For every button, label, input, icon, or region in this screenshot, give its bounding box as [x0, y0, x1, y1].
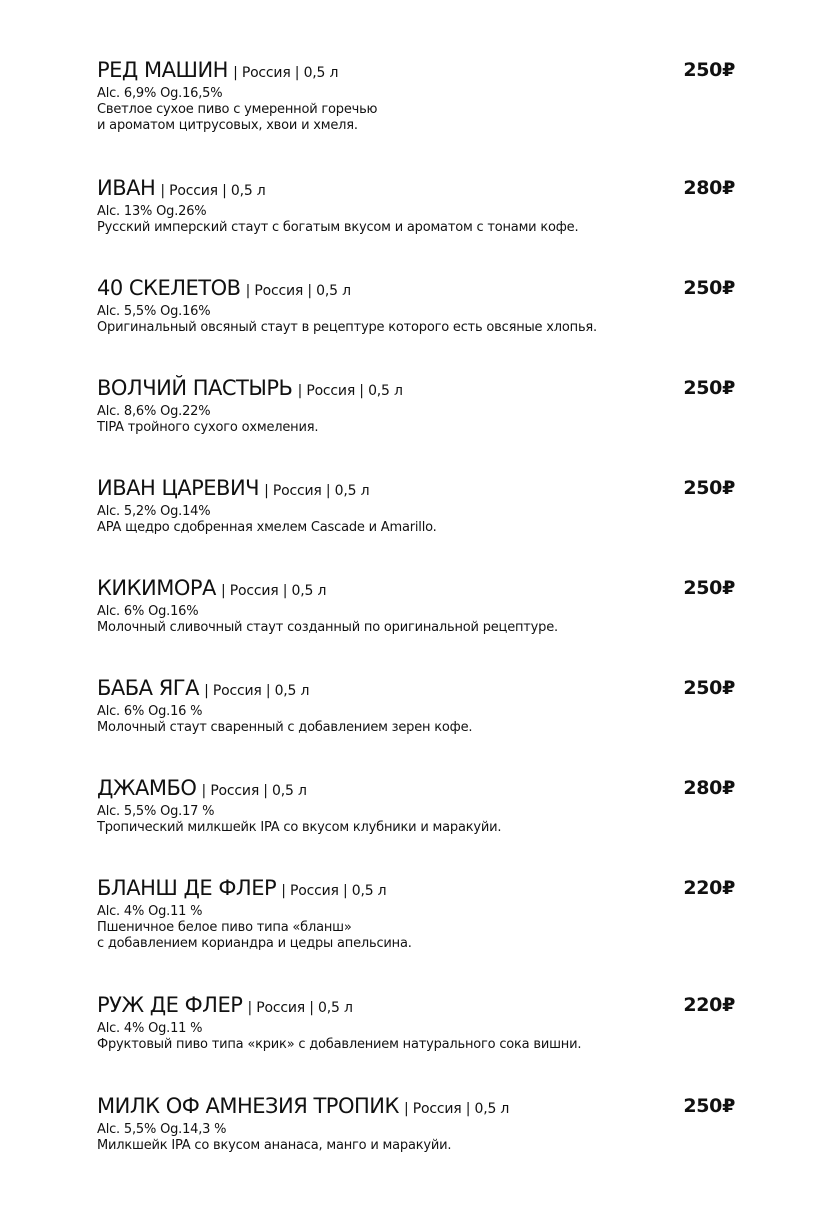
item-origin-volume: | Россия | 0,5 л [404, 1101, 510, 1117]
menu-item [97, 990, 737, 1053]
item-description [97, 420, 737, 436]
item-description [97, 820, 737, 836]
item-description [97, 320, 737, 336]
item-origin-volume: | Россия | 0,5 л [297, 383, 403, 399]
item-name: БАБА ЯГА [97, 676, 199, 700]
description-line: Молочный стаут сваренный с добавлением зерен кофе. [97, 720, 473, 735]
item-price: 250₽ [683, 277, 735, 299]
item-origin-volume: | Россия | 0,5 л [281, 883, 387, 899]
item-price: 250₽ [683, 677, 735, 699]
item-name: БЛАНШ ДЕ ФЛЕР [97, 876, 277, 900]
item-name: ИВАН [97, 176, 156, 200]
menu-item [97, 55, 737, 134]
item-price: 280₽ [683, 777, 735, 799]
item-price: 250₽ [683, 477, 735, 499]
item-name: 40 СКЕЛЕТОВ [97, 276, 241, 300]
item-abv: Alc. 6% Og.16% [97, 604, 199, 619]
menu-item [97, 673, 737, 736]
item-origin-volume: | Россия | 0,5 л [247, 1000, 353, 1016]
item-name: МИЛК ОФ АМНЕЗИЯ ТРОПИК [97, 1094, 399, 1118]
description-line: и ароматом цитрусовых, хвои и хмеля. [97, 118, 358, 133]
item-description [97, 520, 737, 536]
item-origin-volume: | Россия | 0,5 л [160, 183, 266, 199]
item-name: КИКИМОРА [97, 576, 216, 600]
item-price: 250₽ [683, 577, 735, 599]
item-price: 250₽ [683, 377, 735, 399]
item-origin-volume: | Россия | 0,5 л [221, 583, 327, 599]
item-price: 250₽ [683, 59, 735, 81]
item-abv: Alc. 13% Og.26% [97, 204, 207, 219]
item-abv: Alc. 5,5% Og.14,3 % [97, 1122, 227, 1137]
item-description [97, 920, 737, 952]
item-name: ВОЛЧИЙ ПАСТЫРЬ [97, 376, 293, 400]
description-line: с добавлением кориандра и цедры апельсина. [97, 936, 412, 951]
item-abv: Alc. 6,9% Og.16,5% [97, 86, 223, 101]
item-abv: Alc. 5,2% Og.14% [97, 504, 211, 519]
description-line: Фруктовый пиво типа «крик» с добавлением натурального сока вишни. [97, 1037, 582, 1052]
item-price: 220₽ [683, 877, 735, 899]
item-description [97, 1138, 737, 1154]
description-line: Милкшейк IPA со вкусом ананаса, манго и маракуйи. [97, 1138, 452, 1153]
description-line: TIPA тройного сухого охмеления. [97, 420, 319, 435]
item-origin-volume: | Россия | 0,5 л [245, 283, 351, 299]
item-abv: Alc. 4% Og.11 % [97, 904, 203, 919]
menu-item [97, 173, 737, 236]
item-description [97, 720, 737, 736]
item-origin-volume: | Россия | 0,5 л [264, 483, 370, 499]
item-description [97, 620, 737, 636]
description-line: Оригинальный овсяный стаут в рецептуре которого есть овсяные хлопья. [97, 320, 597, 335]
menu-item [97, 373, 737, 436]
item-abv: Alc. 6% Og.16 % [97, 704, 203, 719]
item-name: ДЖАМБО [97, 776, 197, 800]
item-price: 280₽ [683, 177, 735, 199]
item-origin-volume: | Россия | 0,5 л [204, 683, 310, 699]
item-abv: Alc. 5,5% Og.16% [97, 304, 211, 319]
menu-item [97, 273, 737, 336]
menu-item [97, 1091, 737, 1154]
item-origin-volume: | Россия | 0,5 л [201, 783, 307, 799]
description-line: Тропический милкшейк IPA со вкусом клубники и маракуйи. [97, 820, 502, 835]
item-abv: Alc. 8,6% Og.22% [97, 404, 211, 419]
description-line: APA щедро сдобренная хмелем Cascade и Amarillo. [97, 520, 437, 535]
item-name: ИВАН ЦАРЕВИЧ [97, 476, 260, 500]
item-name: РЕД МАШИН [97, 58, 228, 82]
menu-item [97, 873, 737, 952]
menu-item [97, 773, 737, 836]
item-name: РУЖ ДЕ ФЛЕР [97, 993, 243, 1017]
description-line: Пшеничное белое пиво типа «бланш» [97, 920, 352, 935]
item-description [97, 1037, 737, 1053]
description-line: Молочный сливочный стаут созданный по оригинальной рецептуре. [97, 620, 558, 635]
item-abv: Alc. 4% Og.11 % [97, 1021, 203, 1036]
menu-item [97, 573, 737, 636]
item-description [97, 102, 737, 134]
item-price: 220₽ [683, 994, 735, 1016]
menu-item [97, 473, 737, 536]
description-line: Светлое сухое пиво с умеренной горечью [97, 102, 378, 117]
description-line: Русский имперский стаут с богатым вкусом и ароматом с тонами кофе. [97, 220, 579, 235]
item-abv: Alc. 5,5% Og.17 % [97, 804, 215, 819]
item-price: 250₽ [683, 1095, 735, 1117]
item-origin-volume: | Россия | 0,5 л [233, 65, 339, 81]
item-description [97, 220, 737, 236]
